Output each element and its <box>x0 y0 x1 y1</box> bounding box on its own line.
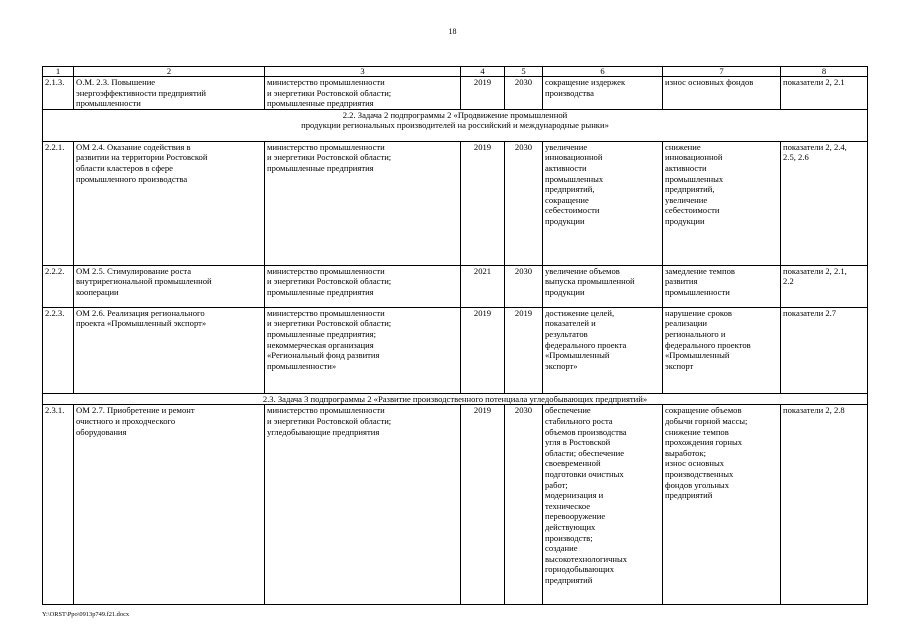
header-cell: 2 <box>74 67 265 77</box>
risks-cell: замедление темпов развития промышленности <box>663 265 781 307</box>
start-year-cell: 2019 <box>461 307 505 393</box>
table-header-row <box>43 67 868 77</box>
event-name-cell: ОМ 2.5. Стимулирование роста внутрирегиональной промышленной кооперации <box>74 265 265 307</box>
page-number: 18 <box>448 27 457 36</box>
section-header-row <box>43 393 868 405</box>
table-body <box>43 67 868 605</box>
section-title: 2.3. Задача 3 подпрограммы 2 «Развитие производственного потенциала угледобывающих предприятий» <box>43 393 868 405</box>
event-name-cell: О.М. 2.3. Повышение энергоэффективности предприятий промышленности <box>74 77 265 110</box>
expected-result-cell: достижение целей, показателей и результатов федерального проекта «Промышленный экспорт» <box>543 307 663 393</box>
end-year-cell: 2030 <box>505 141 543 265</box>
header-cell: 4 <box>461 67 505 77</box>
header-cell: 1 <box>43 67 74 77</box>
end-year-cell: 2030 <box>505 77 543 110</box>
table-row <box>43 307 868 393</box>
executor-cell: министерство промышленности и энергетики Ростовской области; промышленные предприятия <box>265 265 461 307</box>
start-year-cell: 2019 <box>461 77 505 110</box>
header-cell: 6 <box>543 67 663 77</box>
end-year-cell: 2019 <box>505 307 543 393</box>
start-year-cell: 2019 <box>461 141 505 265</box>
event-name-cell: ОМ 2.7. Приобретение и ремонт очистного и проходческого оборудования <box>74 405 265 605</box>
file-path-footer: Y:\ORST\Ppo\0913p749.f21.docx <box>42 611 130 618</box>
indicators-cell: показатели 2, 2.8 <box>781 405 868 605</box>
table-row <box>43 77 868 110</box>
start-year-cell: 2021 <box>461 265 505 307</box>
start-year-cell: 2019 <box>461 405 505 605</box>
table-row <box>43 141 868 265</box>
executor-cell: министерство промышленности и энергетики Ростовской области; промышленные предприятия <box>265 77 461 110</box>
row-number-cell: 2.1.3. <box>43 77 74 110</box>
expected-result-cell: обеспечение стабильного роста объемов производства угля в Ростовской области; обеспечение своевременной подготовки очистных работ; модернизация и техническое перевооружение действующих производств; создание высокотехнологичных горнодобывающих предприятий <box>543 405 663 605</box>
event-name-cell: ОМ 2.6. Реализация регионального проекта «Промышленный экспорт» <box>74 307 265 393</box>
executor-cell: министерство промышленности и энергетики Ростовской области; угледобывающие предприятия <box>265 405 461 605</box>
event-name-cell: ОМ 2.4. Оказание содействия в развитии на территории Ростовской области кластеров в сфере промышленного производства <box>74 141 265 265</box>
header-cell: 7 <box>663 67 781 77</box>
measures-table <box>42 66 868 605</box>
indicators-cell: показатели 2, 2.4, 2.5, 2.6 <box>781 141 868 265</box>
risks-cell: снижение инновационной активности промышленных предприятий, увеличение себестоимости продукции <box>663 141 781 265</box>
section-title: 2.2. Задача 2 подпрограммы 2 «Продвижение промышленной продукции региональных производителей на российский и международные рынки» <box>43 109 868 141</box>
table-row <box>43 265 868 307</box>
expected-result-cell: увеличение объемов выпуска промышленной продукции <box>543 265 663 307</box>
table-row <box>43 405 868 605</box>
risks-cell: нарушение сроков реализации регионального и федерального проектов «Промышленный экспорт <box>663 307 781 393</box>
section-header-row <box>43 109 868 141</box>
row-number-cell: 2.2.1. <box>43 141 74 265</box>
end-year-cell: 2030 <box>505 265 543 307</box>
row-number-cell: 2.3.1. <box>43 405 74 605</box>
risks-cell: износ основных фондов <box>663 77 781 110</box>
executor-cell: министерство промышленности и энергетики Ростовской области; промышленные предприятия <box>265 141 461 265</box>
expected-result-cell: увеличение инновационной активности промышленных предприятий, сокращение себестоимости продукции <box>543 141 663 265</box>
expected-result-cell: сокращение издержек производства <box>543 77 663 110</box>
header-cell: 8 <box>781 67 868 77</box>
indicators-cell: показатели 2, 2.1, 2.2 <box>781 265 868 307</box>
row-number-cell: 2.2.2. <box>43 265 74 307</box>
end-year-cell: 2030 <box>505 405 543 605</box>
indicators-cell: показатели 2, 2.1 <box>781 77 868 110</box>
row-number-cell: 2.2.3. <box>43 307 74 393</box>
indicators-cell: показатели 2.7 <box>781 307 868 393</box>
risks-cell: сокращение объемов добычи горной массы; снижение темпов прохождения горных выработок; износ основных производственных фондов угольных предприятий <box>663 405 781 605</box>
header-cell: 5 <box>505 67 543 77</box>
header-cell: 3 <box>265 67 461 77</box>
executor-cell: министерство промышленности и энергетики Ростовской области; промышленные предприятия; некоммерческая организация «Региональный фонд развития промышленности» <box>265 307 461 393</box>
